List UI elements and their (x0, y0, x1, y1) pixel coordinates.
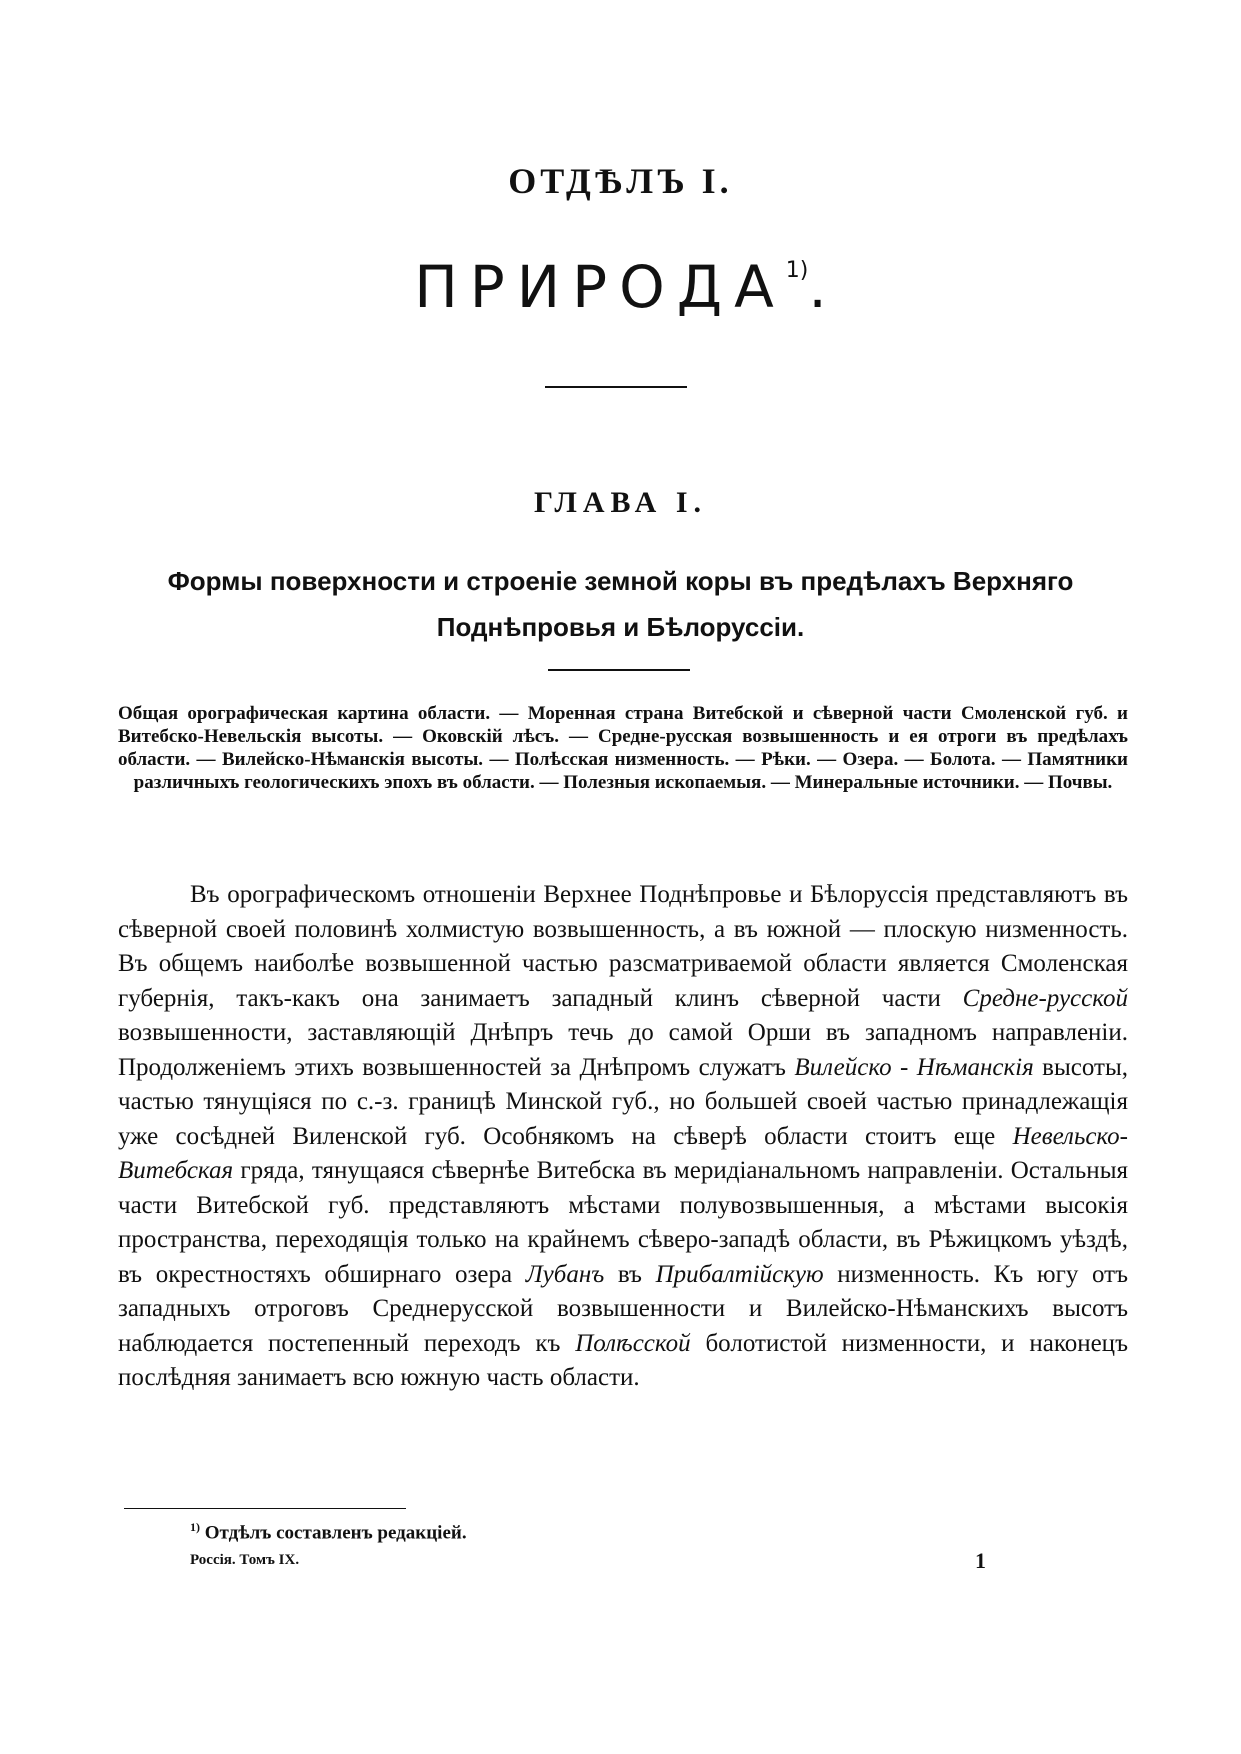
body-text-run: возвышенности, заставляющій Днѣпръ течь до самой Орши въ западномъ направленіи. Продолженіемъ этихъ возвышенностей за Днѣпромъ служатъ (118, 1019, 1128, 1081)
footnote-mark: 1) (190, 1520, 200, 1534)
body-emphasis: Прибалтійскую (655, 1260, 824, 1288)
divider-rule (548, 669, 690, 671)
footnote-text: Отдѣлъ составленъ редакціей. (200, 1522, 467, 1544)
body-emphasis: Невельско-Витебская (118, 1122, 1128, 1184)
body-paragraph (118, 878, 1128, 1396)
body-text-run: низменность. Къ югу отъ западныхъ отроговъ Среднерусской возвышенности и Вилейско-Нѣманскихъ высотъ наблюдается постепенный переходъ къ (118, 1260, 1129, 1357)
body-text-run: Въ орографическомъ отношеніи Верхнее Поднѣпровье и Бѣлоруссія представляютъ въ сѣверной своей половинѣ холмистую возвышенность, а въ южной — плоскую низменность. Въ общемъ наиболѣе возвышенной частью разсматриваемой области является Смоленская губернія, такъ-какъ она занимаетъ западный клинъ сѣверной части (118, 881, 1128, 1012)
body-text-run: болотистой низменности, и наконецъ послѣдняя занимаетъ всю южную часть области. (118, 1329, 1128, 1391)
body-emphasis: Вилейско - Нѣманскія (794, 1053, 1034, 1081)
title-dot: . (808, 253, 827, 321)
body-emphasis: Средне-русской (962, 984, 1128, 1012)
title-footnote-mark[interactable]: 1) (785, 258, 809, 283)
body-text-run: высоты, частью тянущіяся по с.-з. границѣ Минской губ., но большей своей частью принадлежащія уже сосѣдней Виленской губ. Особнякомъ на сѣверѣ области стоитъ еще (118, 1053, 1129, 1150)
main-title-text: ПРИРОДА (414, 253, 786, 321)
page-mark: 1 (975, 1548, 986, 1573)
chapter-summary: Общая орографическая картина области. — Моренная страна Витебской и сѣверной части Смоленской губ. и Витебско-Невельскія высоты. — Оковскій лѣсъ. — Средне-русская возвышенность и ея отроги въ предѣлахъ области. — Вилейско-Нѣманскія высоты. — Полѣсская низменность. — Рѣки. — Озера. — Болота. — Памятники различныхъ геологическихъ эпохъ въ области. — Полезныя ископаемыя. — Минеральные источники. — Почвы. (118, 703, 1128, 793)
footnote-rule (124, 1508, 406, 1509)
section-label: ОТДѢЛЪ I. (508, 161, 733, 201)
body-emphasis: Лубанъ (525, 1260, 605, 1288)
footnote (190, 1520, 467, 1544)
main-title (0, 253, 1241, 321)
chapter-title: Формы поверхности и строеніе земной коры въ предѣлахъ Верхняго Поднѣпровья и Бѣлоруссіи. (167, 566, 1074, 642)
divider-rule (545, 386, 687, 388)
body-emphasis: Полѣсской (575, 1329, 691, 1357)
signature-line: Россія. Томъ IX. (190, 1552, 300, 1568)
body-text-run: гряда, тянущаяся сѣвернѣе Витебска въ меридіанальномъ направленіи. Остальныя части Витебской губ. представляютъ мѣстами полувозвышенныя, а мѣстами высокія пространства, переходящія только на крайнемъ сѣверо-западѣ области, въ Рѣжицкомъ уѣздѣ, въ окрестностяхъ обширнаго озера (118, 1157, 1128, 1288)
chapter-label: ГЛАВА I. (533, 486, 708, 519)
body-text-run: въ (604, 1260, 656, 1288)
